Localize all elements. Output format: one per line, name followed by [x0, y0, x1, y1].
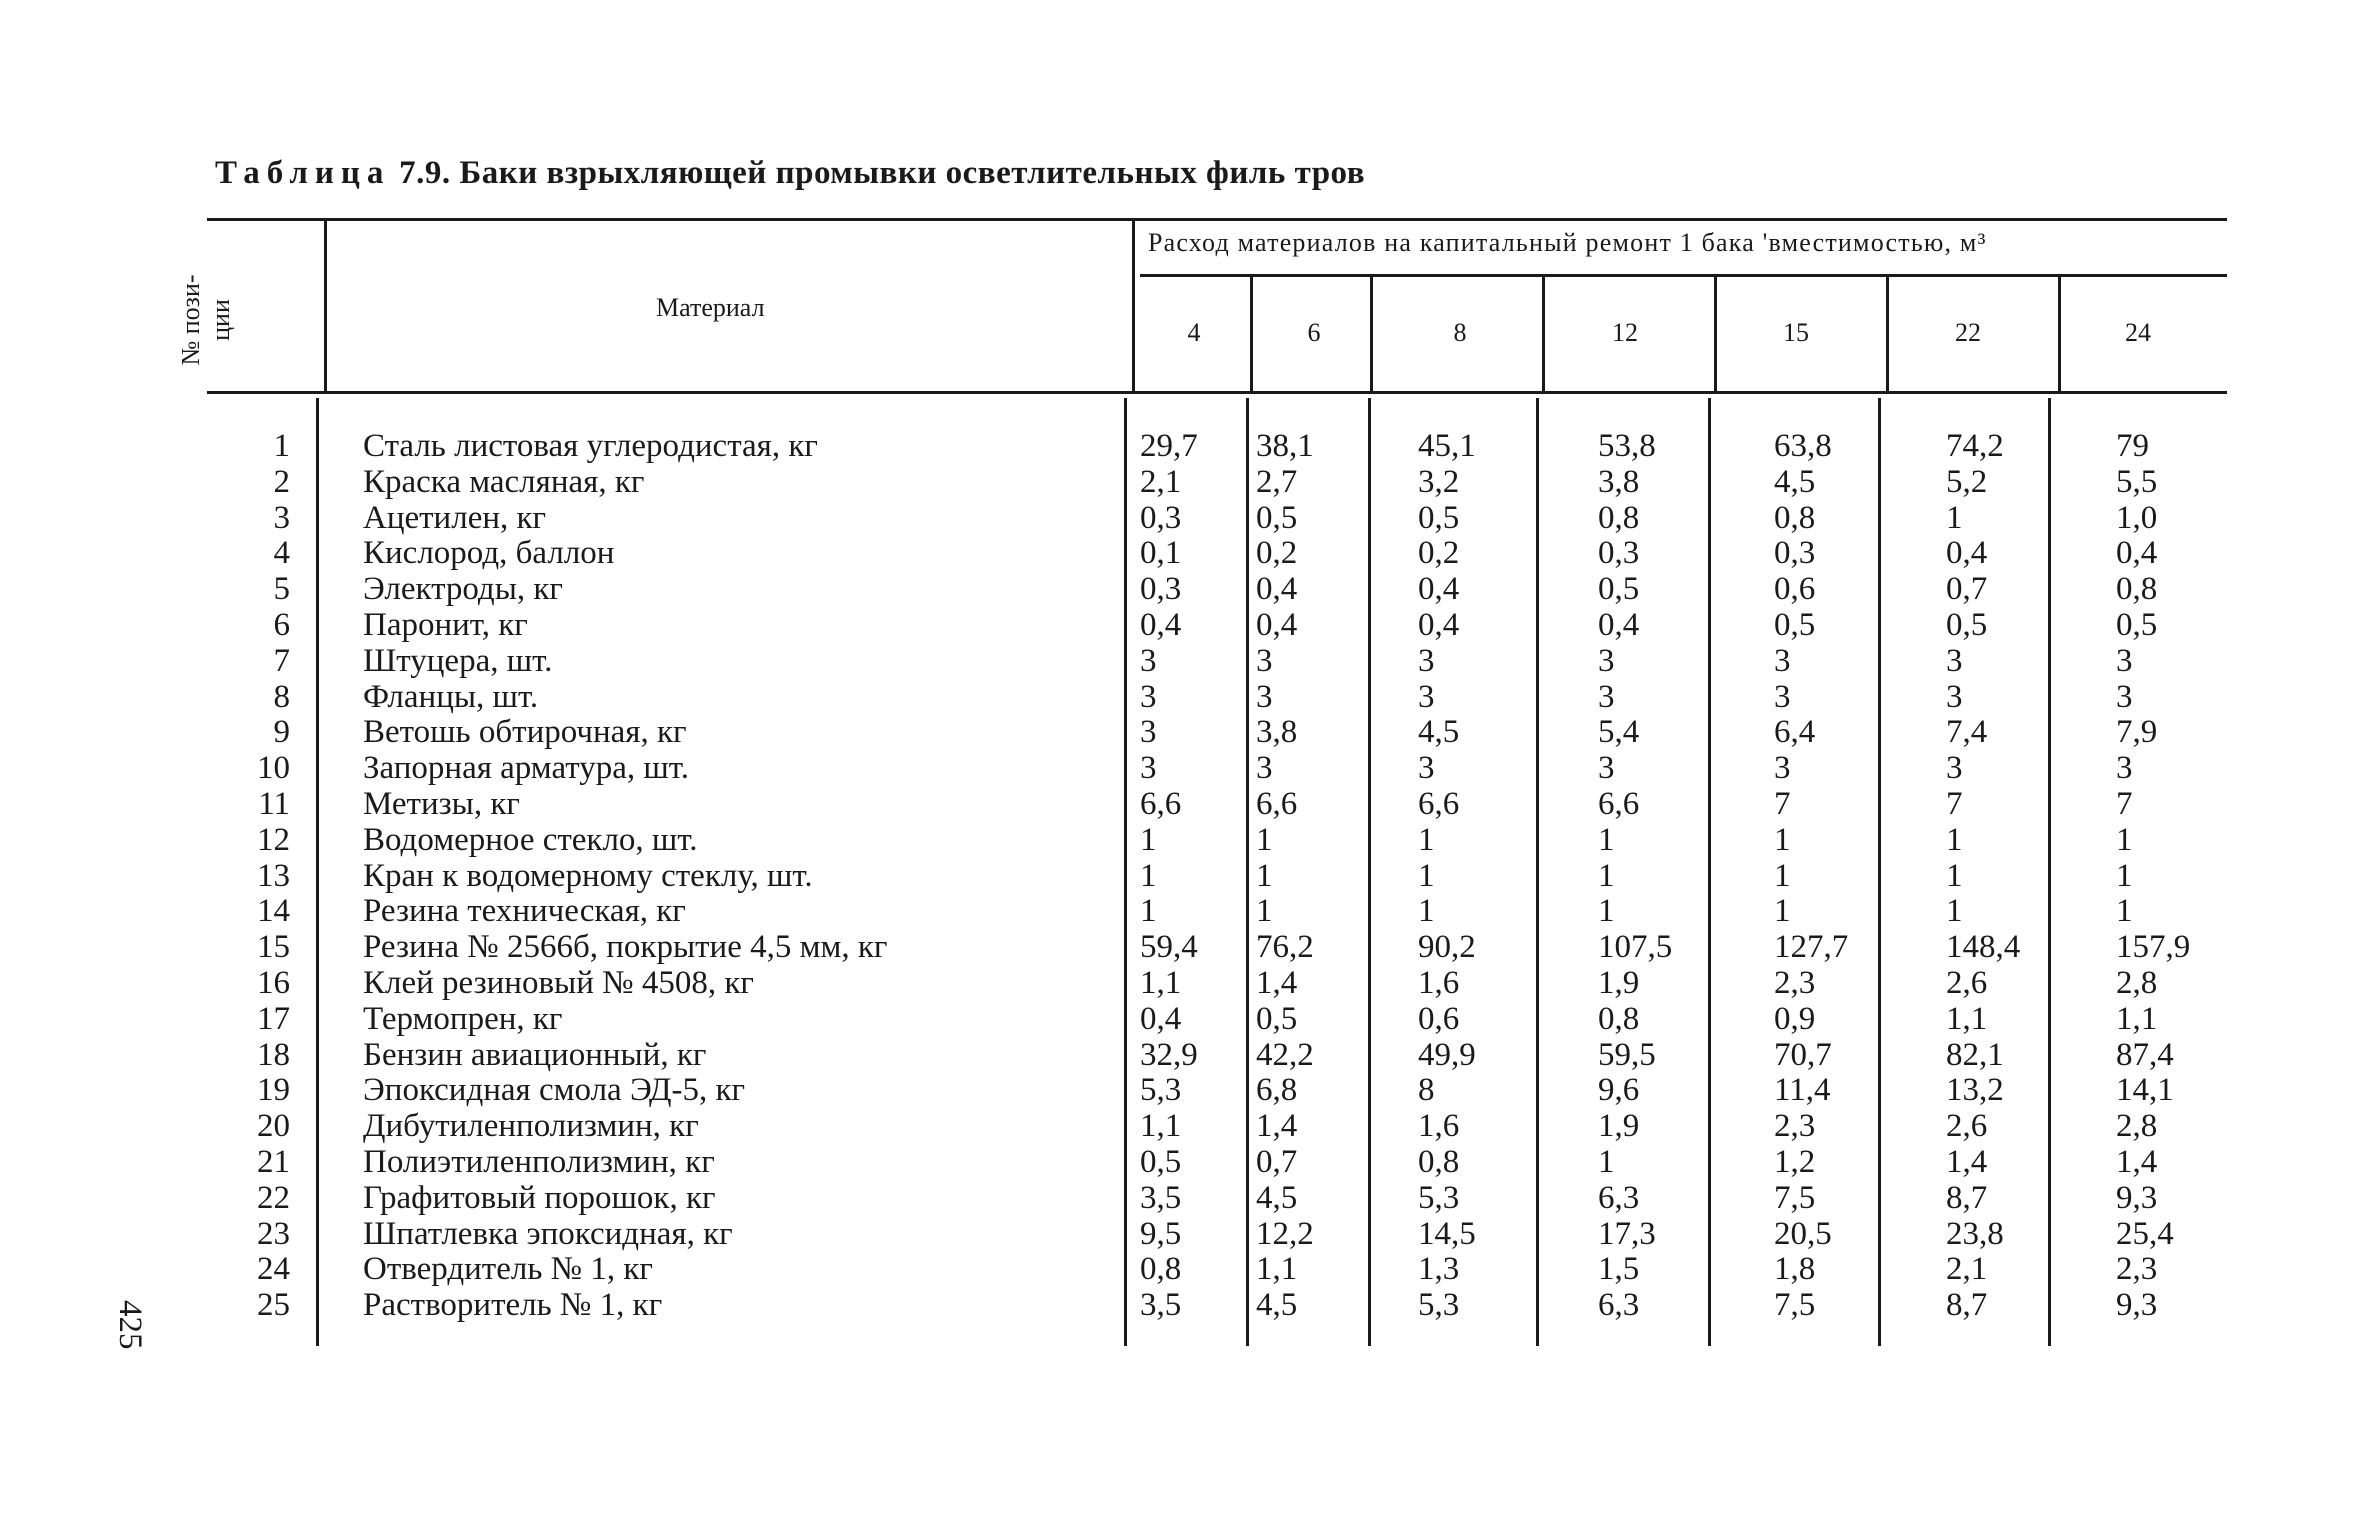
row-value-col-2: 0,4: [1256, 607, 1298, 643]
row-material: Шпатлевка эпоксидная, кг: [363, 1215, 733, 1252]
table-row: [0, 464, 2362, 500]
row-position: 16: [257, 965, 290, 1001]
row-value-col-5: 1,2: [1774, 1144, 1816, 1180]
volume-header-6: 6: [1307, 318, 1321, 347]
row-position: 9: [273, 714, 290, 751]
row-position: 7: [273, 642, 290, 679]
caption-lead: Таблица: [215, 155, 391, 191]
row-value-col-4: 6,3: [1598, 1179, 1640, 1216]
row-value-col-3: 1: [1418, 893, 1435, 930]
row-material: Дибутиленполизмин, кг: [363, 1108, 699, 1145]
row-value-col-5: 70,7: [1774, 1036, 1832, 1073]
row-value-col-3: 49,9: [1418, 1036, 1476, 1073]
table-row: [0, 1251, 2362, 1287]
row-value-col-2: 6,6: [1256, 786, 1298, 822]
row-value-col-6: 1,4: [1946, 1144, 1988, 1180]
row-value-col-3: 0,5: [1418, 499, 1460, 536]
row-value-col-1: 3,5: [1140, 1179, 1182, 1216]
row-value-col-2: 3: [1256, 642, 1273, 679]
row-value-col-2: 1: [1256, 893, 1273, 930]
row-value-col-1: 0,5: [1140, 1144, 1182, 1180]
row-value-col-7: 3: [2116, 750, 2133, 787]
row-material: Краска масляная, кг: [363, 463, 645, 500]
row-value-col-5: 0,8: [1774, 499, 1816, 536]
table-row: [0, 428, 2362, 464]
row-value-col-4: 0,5: [1598, 571, 1640, 608]
row-value-col-5: 1: [1774, 821, 1791, 858]
row-value-col-2: 0,7: [1256, 1144, 1298, 1180]
row-value-col-5: 7,5: [1774, 1287, 1816, 1324]
row-value-col-2: 12,2: [1256, 1215, 1314, 1252]
row-value-col-1: 0,3: [1140, 571, 1182, 608]
row-value-col-2: 1: [1256, 857, 1273, 894]
row-value-col-5: 3: [1774, 750, 1791, 787]
row-value-col-7: 0,4: [2116, 535, 2158, 572]
row-material: Ветошь обтирочная, кг: [363, 714, 687, 751]
row-value-col-7: 1,4: [2116, 1144, 2158, 1180]
row-value-col-4: 3: [1598, 750, 1615, 787]
row-value-col-7: 7: [2116, 786, 2133, 822]
header-bottom-rule: [207, 391, 2227, 394]
row-value-col-4: 1: [1598, 1144, 1615, 1180]
row-value-col-7: 1: [2116, 821, 2133, 858]
volume-header-22: 22: [1955, 318, 1981, 347]
table-row: [0, 1287, 2362, 1323]
row-value-col-5: 1: [1774, 857, 1791, 894]
row-value-col-7: 5,5: [2116, 463, 2158, 500]
row-value-col-5: 6,4: [1774, 714, 1816, 751]
row-value-col-3: 1,6: [1418, 1108, 1460, 1145]
row-value-col-4: 3: [1598, 642, 1615, 679]
table-row: [0, 1180, 2362, 1216]
row-position: 6: [273, 607, 290, 643]
table-row: [0, 714, 2362, 750]
row-value-col-4: 6,6: [1598, 786, 1640, 822]
row-material: Клей резиновый № 4508, кг: [363, 965, 754, 1001]
row-value-col-6: 1: [1946, 857, 1963, 894]
table-row: [0, 535, 2362, 571]
row-value-col-6: 8,7: [1946, 1287, 1988, 1324]
table-row: [0, 786, 2362, 822]
row-value-col-7: 3: [2116, 642, 2133, 679]
row-position: 1: [273, 428, 290, 464]
row-value-col-6: 3: [1946, 678, 1963, 715]
row-position: 20: [257, 1108, 290, 1145]
volume-header-4: 4: [1187, 318, 1201, 347]
row-value-col-2: 3: [1256, 678, 1273, 715]
row-value-col-1: 3: [1140, 678, 1157, 715]
row-value-col-5: 7: [1774, 786, 1791, 822]
row-position: 2: [273, 463, 290, 500]
row-value-col-7: 1,1: [2116, 1000, 2158, 1037]
row-value-col-6: 7: [1946, 786, 1963, 822]
row-material: Эпоксидная смола ЭД-5, кг: [363, 1072, 746, 1109]
table-row: [0, 858, 2362, 894]
consumption-group-header: Расход материалов на капитальный ремонт 1 бака 'вместимостью, м³: [1148, 228, 1987, 257]
row-value-col-3: 0,4: [1418, 607, 1460, 643]
row-value-col-6: 2,6: [1946, 965, 1988, 1001]
row-value-col-3: 4,5: [1418, 714, 1460, 751]
row-value-col-2: 1,1: [1256, 1251, 1298, 1288]
row-value-col-4: 0,8: [1598, 1000, 1640, 1037]
table-row: [0, 1072, 2362, 1108]
row-value-col-4: 1,9: [1598, 965, 1640, 1001]
row-position: 8: [273, 678, 290, 715]
row-value-col-6: 2,6: [1946, 1108, 1988, 1145]
row-position: 4: [273, 535, 290, 572]
table-row: [0, 1037, 2362, 1073]
row-value-col-4: 9,6: [1598, 1072, 1640, 1109]
row-value-col-1: 0,3: [1140, 499, 1182, 536]
row-value-col-5: 0,5: [1774, 607, 1816, 643]
row-material: Штуцера, шт.: [363, 642, 553, 679]
row-value-col-3: 0,8: [1418, 1144, 1460, 1180]
row-value-col-2: 2,7: [1256, 463, 1298, 500]
row-value-col-7: 0,8: [2116, 571, 2158, 608]
header-divider-material: [1132, 221, 1135, 391]
row-value-col-6: 148,4: [1946, 929, 2021, 966]
row-material: Сталь листовая углеродистая, кг: [363, 428, 818, 464]
row-value-col-7: 2,8: [2116, 965, 2158, 1001]
row-material: Кран к водомерному стеклу, шт.: [363, 857, 813, 894]
row-value-col-6: 7,4: [1946, 714, 1988, 751]
position-header-label: № пози- ции: [176, 274, 235, 366]
row-value-col-4: 0,4: [1598, 607, 1640, 643]
row-material: Метизы, кг: [363, 786, 520, 822]
row-value-col-7: 7,9: [2116, 714, 2158, 751]
row-value-col-4: 17,3: [1598, 1215, 1656, 1252]
row-position: 10: [257, 750, 290, 787]
row-value-col-5: 2,3: [1774, 965, 1816, 1001]
row-value-col-3: 3,2: [1418, 463, 1460, 500]
row-material: Резина техническая, кг: [363, 893, 686, 930]
row-value-col-7: 2,8: [2116, 1108, 2158, 1145]
row-value-col-2: 6,8: [1256, 1072, 1298, 1109]
row-value-col-4: 59,5: [1598, 1036, 1656, 1073]
row-value-col-1: 6,6: [1140, 786, 1182, 822]
row-value-col-7: 1: [2116, 893, 2133, 930]
row-value-col-7: 0,5: [2116, 607, 2158, 643]
row-value-col-3: 1,3: [1418, 1251, 1460, 1288]
row-value-col-3: 8: [1418, 1072, 1435, 1109]
header-divider-pos: [324, 221, 327, 391]
row-value-col-2: 76,2: [1256, 929, 1314, 966]
row-value-col-2: 4,5: [1256, 1179, 1298, 1216]
row-value-col-2: 0,5: [1256, 1000, 1298, 1037]
table-row: [0, 822, 2362, 858]
row-value-col-2: 1,4: [1256, 1108, 1298, 1145]
row-value-col-1: 3: [1140, 642, 1157, 679]
row-value-col-1: 59,4: [1140, 929, 1198, 966]
row-value-col-1: 32,9: [1140, 1036, 1198, 1073]
header-divider-v2: [1370, 277, 1373, 391]
table-row: [0, 1216, 2362, 1252]
row-value-col-4: 1,5: [1598, 1251, 1640, 1288]
row-position: 24: [257, 1251, 290, 1288]
row-value-col-3: 3: [1418, 642, 1435, 679]
row-material: Паронит, кг: [363, 607, 528, 643]
table-row: [0, 1144, 2362, 1180]
table-row: [0, 679, 2362, 715]
row-position: 25: [257, 1287, 290, 1324]
row-value-col-7: 3: [2116, 678, 2133, 715]
row-value-col-4: 107,5: [1598, 929, 1673, 966]
row-value-col-4: 1: [1598, 821, 1615, 858]
row-value-col-6: 82,1: [1946, 1036, 2004, 1073]
table-caption: [215, 155, 1365, 192]
row-value-col-6: 0,5: [1946, 607, 1988, 643]
header-top-rule: [207, 218, 2227, 221]
row-material: Кислород, баллон: [363, 535, 615, 572]
row-material: Ацетилен, кг: [363, 499, 547, 536]
row-position: 13: [257, 857, 290, 894]
row-position: 3: [273, 499, 290, 536]
row-material: Запорная арматура, шт.: [363, 750, 689, 787]
row-value-col-5: 2,3: [1774, 1108, 1816, 1145]
table-row: [0, 1001, 2362, 1037]
row-value-col-5: 127,7: [1774, 929, 1849, 966]
row-value-col-1: 5,3: [1140, 1072, 1182, 1109]
row-value-col-1: 3,5: [1140, 1287, 1182, 1324]
row-value-col-2: 0,2: [1256, 535, 1298, 572]
row-value-col-3: 14,5: [1418, 1215, 1476, 1252]
row-value-col-1: 1: [1140, 857, 1157, 894]
row-value-col-3: 5,3: [1418, 1287, 1460, 1324]
row-value-col-6: 23,8: [1946, 1215, 2004, 1252]
row-value-col-4: 3,8: [1598, 463, 1640, 500]
row-material: Бензин авиационный, кг: [363, 1036, 707, 1073]
row-value-col-4: 6,3: [1598, 1287, 1640, 1324]
row-value-col-1: 29,7: [1140, 428, 1198, 464]
row-value-col-5: 20,5: [1774, 1215, 1832, 1252]
row-value-col-3: 90,2: [1418, 929, 1476, 966]
row-value-col-5: 4,5: [1774, 463, 1816, 500]
header-divider-v6: [2058, 277, 2061, 391]
row-value-col-3: 3: [1418, 678, 1435, 715]
row-value-col-2: 0,5: [1256, 499, 1298, 536]
row-position: 11: [258, 786, 290, 822]
row-value-col-2: 1,4: [1256, 965, 1298, 1001]
table-row: [0, 893, 2362, 929]
row-value-col-5: 3: [1774, 642, 1791, 679]
row-value-col-6: 2,1: [1946, 1251, 1988, 1288]
row-value-col-5: 7,5: [1774, 1179, 1816, 1216]
row-value-col-4: 3: [1598, 678, 1615, 715]
row-value-col-6: 0,4: [1946, 535, 1988, 572]
row-value-col-1: 2,1: [1140, 463, 1182, 500]
row-value-col-1: 9,5: [1140, 1215, 1182, 1252]
header-divider-v4: [1714, 277, 1717, 391]
caption-title: 7.9. Баки взрыхляющей промывки осветлительных филь тров: [399, 155, 1366, 191]
row-value-col-2: 3,8: [1256, 714, 1298, 751]
row-value-col-5: 0,6: [1774, 571, 1816, 608]
row-value-col-1: 3: [1140, 714, 1157, 751]
row-value-col-1: 1: [1140, 893, 1157, 930]
row-position: 21: [257, 1144, 290, 1180]
row-value-col-2: 1: [1256, 821, 1273, 858]
row-material: Электроды, кг: [363, 571, 563, 608]
row-position: 15: [257, 929, 290, 966]
row-value-col-1: 1,1: [1140, 1108, 1182, 1145]
row-value-col-7: 14,1: [2116, 1072, 2174, 1109]
row-material: Водомерное стекло, шт.: [363, 821, 698, 858]
row-position: 22: [257, 1179, 290, 1216]
row-material: Отвердитель № 1, кг: [363, 1251, 653, 1288]
row-material: Фланцы, шт.: [363, 678, 539, 715]
row-value-col-5: 0,9: [1774, 1000, 1816, 1037]
row-value-col-6: 1: [1946, 499, 1963, 536]
row-value-col-6: 5,2: [1946, 463, 1988, 500]
row-value-col-6: 13,2: [1946, 1072, 2004, 1109]
table-row: [0, 929, 2362, 965]
row-value-col-4: 0,8: [1598, 499, 1640, 536]
position-column-header: [176, 245, 236, 395]
row-value-col-3: 0,2: [1418, 535, 1460, 572]
row-value-col-2: 4,5: [1256, 1287, 1298, 1324]
row-value-col-6: 74,2: [1946, 428, 2004, 464]
row-value-col-5: 1,8: [1774, 1251, 1816, 1288]
table-row: [0, 1108, 2362, 1144]
row-material: Резина № 2566б, покрытие 4,5 мм, кг: [363, 929, 888, 966]
row-value-col-7: 2,3: [2116, 1251, 2158, 1288]
row-value-col-4: 53,8: [1598, 428, 1656, 464]
volume-header-12: 12: [1612, 318, 1638, 347]
table-row: [0, 571, 2362, 607]
row-value-col-4: 1,9: [1598, 1108, 1640, 1145]
row-position: 23: [257, 1215, 290, 1252]
row-material: Графитовый порошок, кг: [363, 1179, 716, 1216]
header-sub-rule: [1140, 274, 2227, 277]
row-value-col-7: 9,3: [2116, 1287, 2158, 1324]
table-row: [0, 607, 2362, 643]
row-position: 5: [273, 571, 290, 608]
row-value-col-6: 1: [1946, 821, 1963, 858]
row-value-col-6: 3: [1946, 642, 1963, 679]
row-value-col-2: 42,2: [1256, 1036, 1314, 1073]
row-value-col-7: 9,3: [2116, 1179, 2158, 1216]
row-position: 14: [257, 893, 290, 930]
header-divider-v3: [1542, 277, 1545, 391]
table-row: [0, 500, 2362, 536]
page-number: 425: [112, 1300, 148, 1350]
row-value-col-7: 1: [2116, 857, 2133, 894]
volume-header-8: 8: [1453, 318, 1467, 347]
row-value-col-1: 0,4: [1140, 1000, 1182, 1037]
row-value-col-2: 0,4: [1256, 571, 1298, 608]
row-value-col-1: 0,1: [1140, 535, 1182, 572]
row-value-col-5: 3: [1774, 678, 1791, 715]
row-position: 19: [257, 1072, 290, 1109]
row-value-col-6: 1,1: [1946, 1000, 1988, 1037]
row-value-col-2: 38,1: [1256, 428, 1314, 464]
row-value-col-1: 3: [1140, 750, 1157, 787]
material-column-header: Материал: [656, 293, 765, 322]
row-material: Растворитель № 1, кг: [363, 1287, 663, 1324]
row-value-col-2: 3: [1256, 750, 1273, 787]
row-value-col-4: 5,4: [1598, 714, 1640, 751]
row-value-col-3: 1,6: [1418, 965, 1460, 1001]
row-value-col-7: 87,4: [2116, 1036, 2174, 1073]
row-value-col-3: 5,3: [1418, 1179, 1460, 1216]
row-value-col-7: 79: [2116, 428, 2149, 464]
row-value-col-7: 157,9: [2116, 929, 2191, 966]
row-position: 17: [257, 1000, 290, 1037]
row-value-col-3: 3: [1418, 750, 1435, 787]
row-value-col-7: 1,0: [2116, 499, 2158, 536]
row-value-col-3: 6,6: [1418, 786, 1460, 822]
row-value-col-6: 3: [1946, 750, 1963, 787]
row-value-col-6: 1: [1946, 893, 1963, 930]
header-divider-v5: [1886, 277, 1889, 391]
row-position: 12: [257, 821, 290, 858]
row-value-col-3: 45,1: [1418, 428, 1476, 464]
row-value-col-1: 1: [1140, 821, 1157, 858]
row-value-col-4: 1: [1598, 857, 1615, 894]
row-value-col-3: 1: [1418, 857, 1435, 894]
row-value-col-4: 0,3: [1598, 535, 1640, 572]
row-value-col-7: 25,4: [2116, 1215, 2174, 1252]
row-material: Термопрен, кг: [363, 1000, 563, 1037]
volume-header-24: 24: [2125, 318, 2151, 347]
row-position: 18: [257, 1036, 290, 1073]
row-value-col-5: 1: [1774, 893, 1791, 930]
row-value-col-3: 1: [1418, 821, 1435, 858]
row-value-col-6: 8,7: [1946, 1179, 1988, 1216]
row-value-col-5: 63,8: [1774, 428, 1832, 464]
row-value-col-3: 0,6: [1418, 1000, 1460, 1037]
table-row: [0, 750, 2362, 786]
row-value-col-6: 0,7: [1946, 571, 1988, 608]
row-value-col-4: 1: [1598, 893, 1615, 930]
table-row: [0, 643, 2362, 679]
header-divider-v1: [1250, 277, 1253, 391]
volume-header-15: 15: [1783, 318, 1809, 347]
table-row: [0, 965, 2362, 1001]
row-value-col-5: 0,3: [1774, 535, 1816, 572]
row-value-col-1: 0,4: [1140, 607, 1182, 643]
row-value-col-3: 0,4: [1418, 571, 1460, 608]
row-value-col-5: 11,4: [1774, 1072, 1831, 1109]
row-value-col-1: 0,8: [1140, 1251, 1182, 1288]
row-value-col-1: 1,1: [1140, 965, 1182, 1001]
row-material: Полиэтиленполизмин, кг: [363, 1144, 715, 1180]
